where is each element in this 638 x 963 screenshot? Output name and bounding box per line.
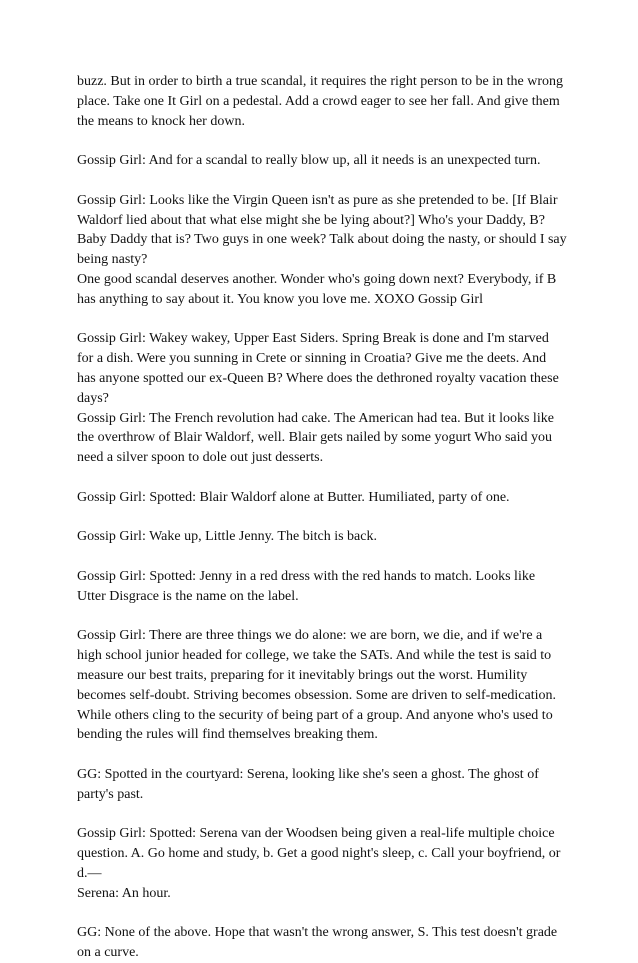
document-body [77, 72, 567, 963]
paragraph-8: Gossip Girl: There are three things we do alone: we are born, we die, and if we're a high school junior headed for college, we take the SATs. And while the test is said to measure our best traits, preparing for it inevitably brings out the worst. Humility becomes self-doubt. Striving becomes obsession. Some are driven to self-medication. While others cling to the security of being part of a group. And anyone who's used to bending the rules will find themselves breaking them. [77, 628, 557, 743]
paragraph-3: Gossip Girl: Looks like the Virgin Queen isn't as pure as she pretended to be. [If Blair Waldorf lied about that what else might she be lying about?] Who's your Daddy, B? Baby Daddy that is? Two guys in one week? Talk about doing the nasty, or should I say being nasty? One good scandal deserves another. Wonder who's going down next? Everybody, if B has anything to say about it. You know you love me. XOXO Gossip Girl [77, 192, 567, 307]
paragraph-2: Gossip Girl: And for a scandal to really blow up, all it needs is an unexpected turn. [77, 153, 541, 169]
paragraph-5: Gossip Girl: Spotted: Blair Waldorf alone at Butter. Humiliated, party of one. [77, 489, 510, 505]
paragraph-9: GG: Spotted in the courtyard: Serena, looking like she's seen a ghost. The ghost of party's past. [77, 766, 539, 802]
paragraph-7: Gossip Girl: Spotted: Jenny in a red dress with the red hands to match. Looks like Utter Disgrace is the name on the label. [77, 568, 536, 604]
paragraph-10: Gossip Girl: Spotted: Serena van der Woodsen being given a real-life multiple choice question. A. Go home and study, b. Get a good night's sleep, c. Call your boyfriend, or d.— Serena: An hour. [77, 826, 561, 901]
paragraph-6: Gossip Girl: Wake up, Little Jenny. The bitch is back. [77, 529, 377, 545]
paragraph-1: buzz. But in order to birth a true scandal, it requires the right person to be in the wrong place. Take one It Girl on a pedestal. Add a crowd eager to see her fall. And give them the means to knock her down. [77, 74, 563, 129]
paragraph-11: GG: None of the above. Hope that wasn't the wrong answer, S. This test doesn't grade on a curve. [77, 925, 558, 961]
paragraph-4: Gossip Girl: Wakey wakey, Upper East Siders. Spring Break is done and I'm starved for a dish. Were you sunning in Crete or sinning in Croatia? Give me the deets. And has anyone spotted our ex-Queen B? Where does the dethroned royalty vacation these days? Gossip Girl: The French revolution had cake. The American had tea. But it looks like the overthrow of Blair Waldorf, well. Blair gets nailed by some yogurt Who said you need a silver spoon to dole out just desserts. [77, 331, 559, 466]
